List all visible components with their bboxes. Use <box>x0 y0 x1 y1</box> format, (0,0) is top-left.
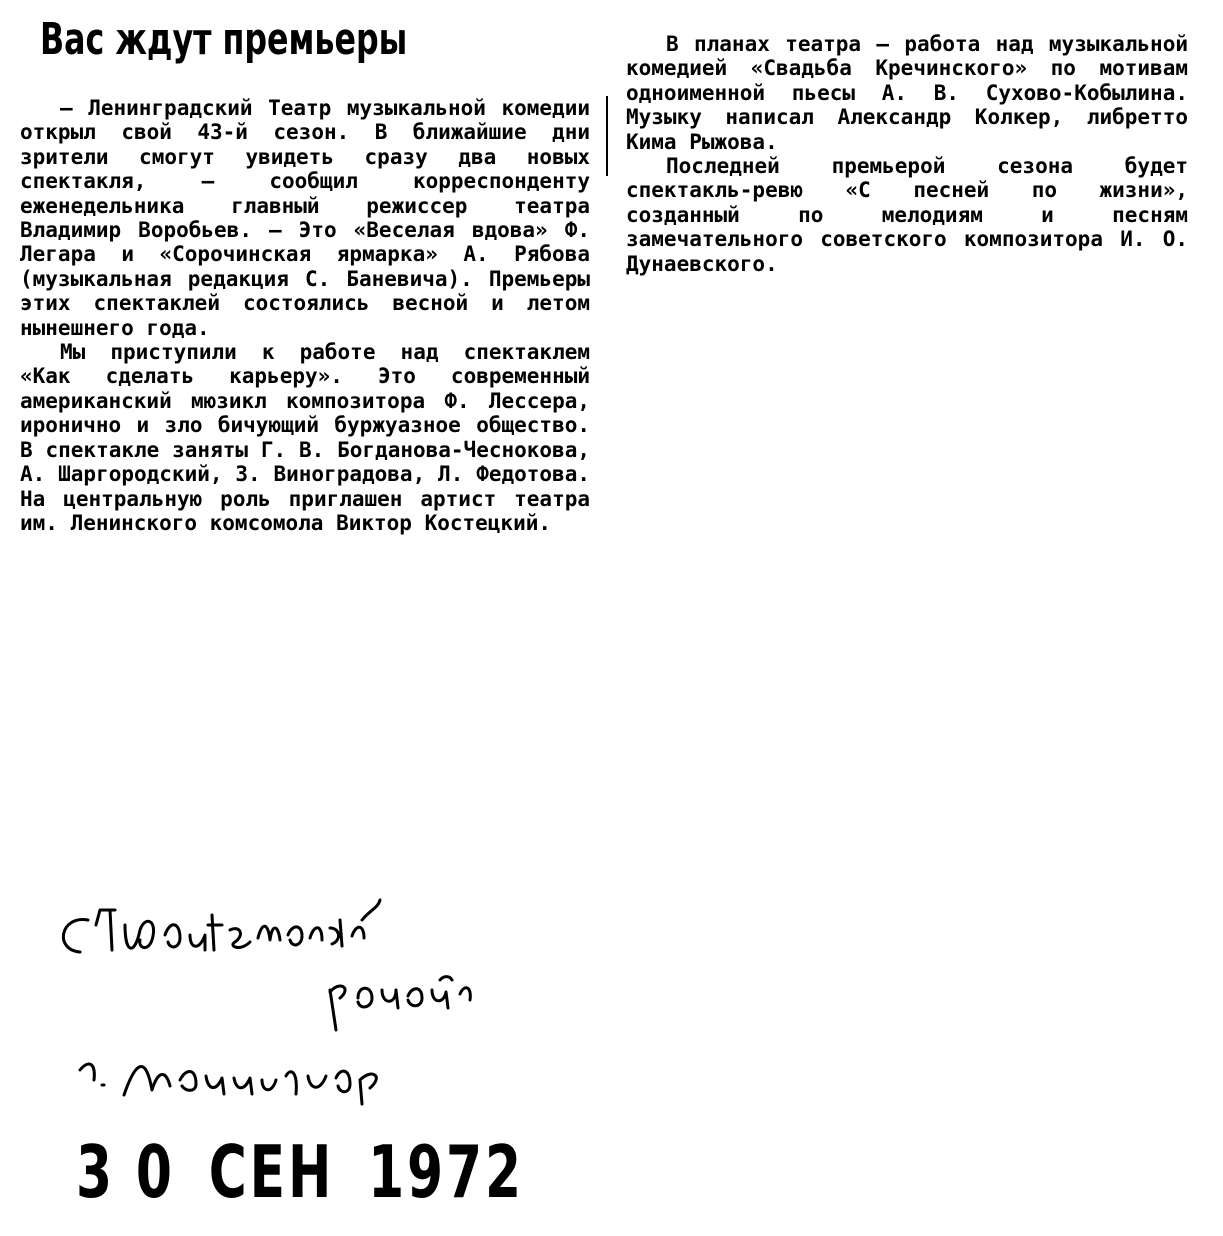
article-paragraph: — Ленинградский Театр музыкальной комедии открыл свой 43-й сезон. В ближайшие дни зрители смогут увидеть сразу два новых спектакля, — сообщил корреспонденту еженедельника главный режиссер театра Владимир Воробьев. — Это «Веселая вдова» Ф. Легара и «Сорочинская ярмарка» А. Рябова (музыкальная редакция С. Баневича). Премьеры этих спектаклей состоялись весной и летом нынешнего года. <box>20 96 590 340</box>
article-column-right <box>626 32 1188 276</box>
article-paragraph: Мы приступили к работе над спектаклем «Как сделать карьеру». Это современный американский мюзикл композитора Ф. Лессера, иронично и зло бичующий буржуазное общество. В спектакле заняты Г. В. Богданова-Чеснокова, А. Шаргородский, З. Виноградова, Л. Федотова. На центральную роль приглашен артист театра им. Ленинского комсомола Виктор Костецкий. <box>20 340 590 535</box>
article-paragraph: Последней премьерой сезона будет спектакль-ревю «С песней по жизни», созданный по мелодиям и песням замечательного советского композитора И. О. Дунаевского. <box>626 154 1188 276</box>
article-paragraph: В планах театра — работа над музыкальной комедией «Свадьба Кречинского» по мотивам одноименной пьесы А. В. Сухово-Кобылина. Музыку написал Александр Колкер, либретто Кима Рыжова. <box>626 32 1188 154</box>
date-stamp-month: СЕН <box>208 1130 335 1214</box>
column-divider <box>606 96 608 176</box>
handwritten-source-note <box>40 880 560 1130</box>
article-column-left <box>20 96 590 535</box>
date-stamp <box>76 1130 537 1214</box>
article-headline: Вас ждут премьеры <box>40 14 408 65</box>
date-stamp-day: 3 0 <box>76 1130 175 1214</box>
handwriting-scribble <box>40 880 560 1130</box>
date-stamp-year: 1972 <box>368 1130 524 1214</box>
